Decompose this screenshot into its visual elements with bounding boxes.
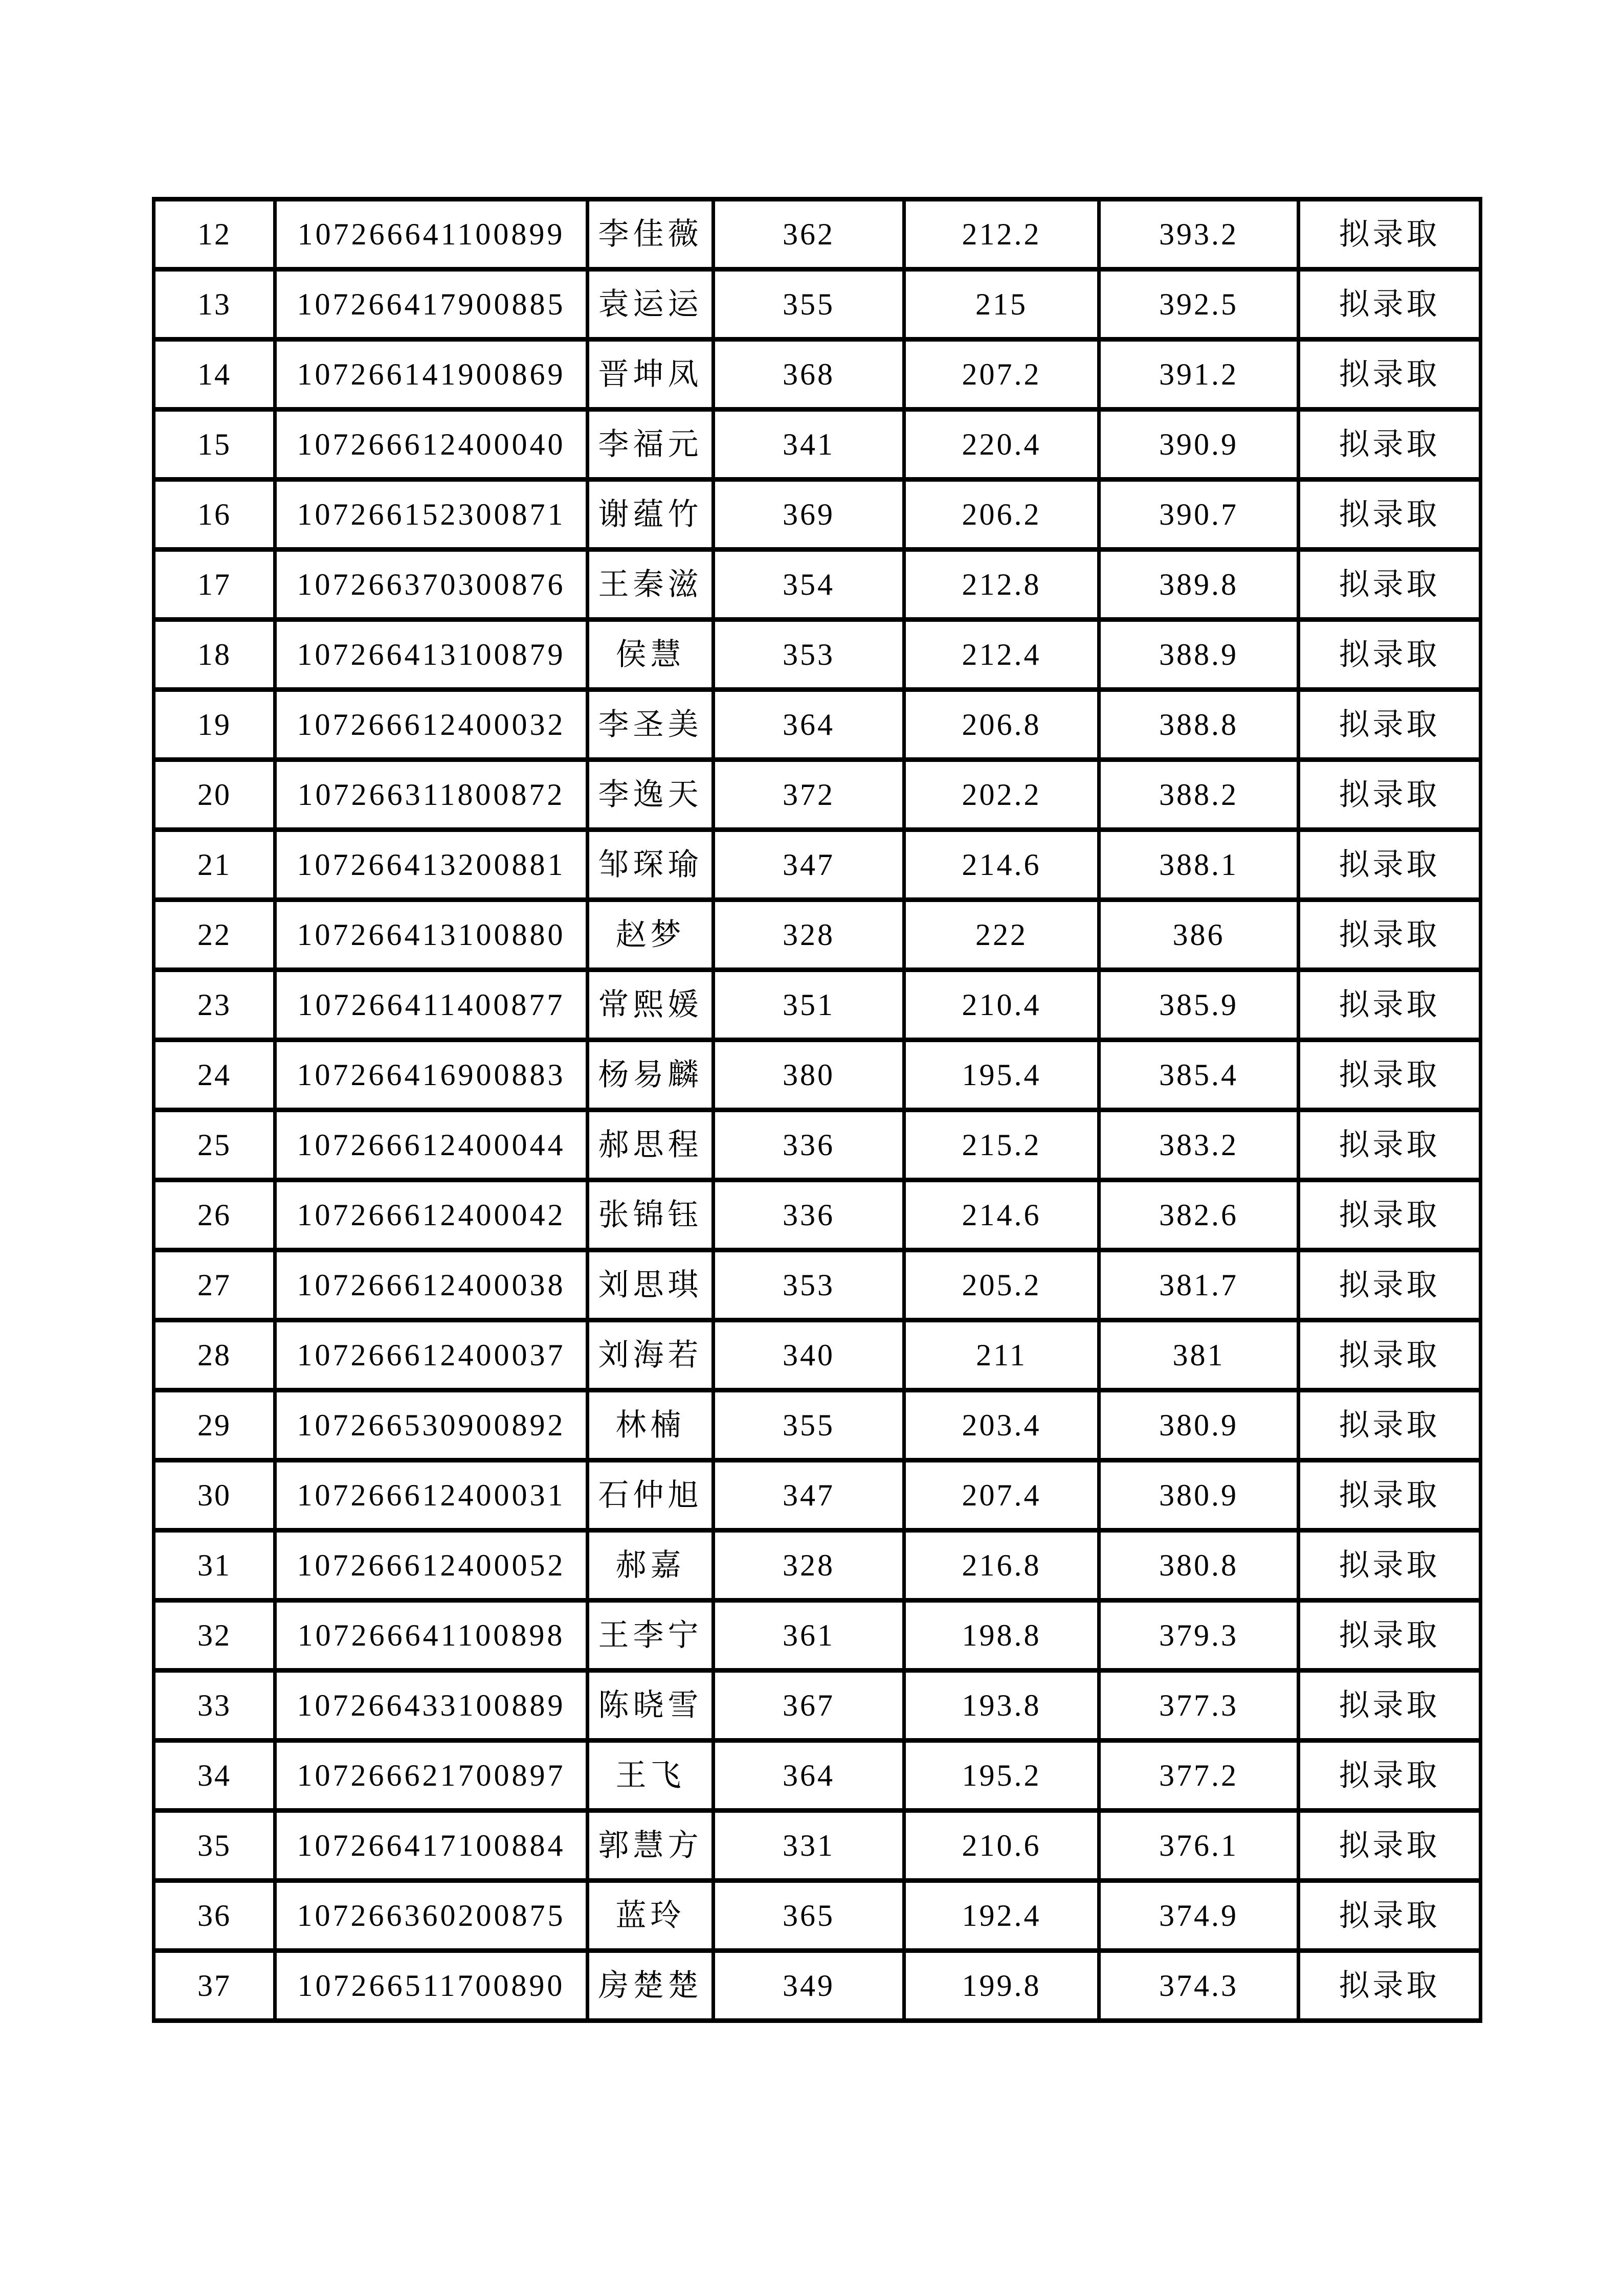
table-row <box>154 690 1481 760</box>
total-score-cell: 383.2 <box>1099 1110 1299 1180</box>
candidate-name-cell: 刘思琪 <box>588 1250 714 1320</box>
candidate-name-cell: 邹琛瑜 <box>588 830 714 900</box>
row-number-cell: 22 <box>154 900 275 970</box>
table-row <box>154 1671 1481 1741</box>
candidate-name-cell: 常熙媛 <box>588 970 714 1040</box>
table-row <box>154 1741 1481 1811</box>
status-cell: 拟录取 <box>1299 1110 1481 1180</box>
status-cell: 拟录取 <box>1299 830 1481 900</box>
table-row <box>154 760 1481 830</box>
exam-id-cell: 107266433100889 <box>275 1671 588 1741</box>
initial-score-cell: 351 <box>714 970 904 1040</box>
exam-id-cell: 107266311800872 <box>275 760 588 830</box>
retest-score-cell: 214.6 <box>904 1180 1099 1250</box>
candidate-name-cell: 陈晓雪 <box>588 1671 714 1741</box>
retest-score-cell: 212.4 <box>904 620 1099 690</box>
exam-id-cell: 107266641100899 <box>275 199 588 269</box>
candidate-name-cell: 郝思程 <box>588 1110 714 1180</box>
initial-score-cell: 349 <box>714 1951 904 2021</box>
initial-score-cell: 372 <box>714 760 904 830</box>
exam-id-cell: 107266416900883 <box>275 1040 588 1110</box>
status-cell: 拟录取 <box>1299 1601 1481 1671</box>
initial-score-cell: 347 <box>714 1460 904 1530</box>
row-number-cell: 33 <box>154 1671 275 1741</box>
row-number-cell: 35 <box>154 1811 275 1881</box>
total-score-cell: 386 <box>1099 900 1299 970</box>
initial-score-cell: 361 <box>714 1601 904 1671</box>
status-cell: 拟录取 <box>1299 970 1481 1040</box>
row-number-cell: 23 <box>154 970 275 1040</box>
total-score-cell: 388.1 <box>1099 830 1299 900</box>
initial-score-cell: 336 <box>714 1180 904 1250</box>
initial-score-cell: 354 <box>714 550 904 620</box>
exam-id-cell: 107266612400031 <box>275 1460 588 1530</box>
status-cell: 拟录取 <box>1299 690 1481 760</box>
candidate-name-cell: 赵梦 <box>588 900 714 970</box>
row-number-cell: 12 <box>154 199 275 269</box>
table-row <box>154 970 1481 1040</box>
retest-score-cell: 206.8 <box>904 690 1099 760</box>
status-cell: 拟录取 <box>1299 1460 1481 1530</box>
table-row <box>154 1460 1481 1530</box>
table-row <box>154 550 1481 620</box>
status-cell: 拟录取 <box>1299 1530 1481 1601</box>
row-number-cell: 37 <box>154 1951 275 2021</box>
exam-id-cell: 107266612400042 <box>275 1180 588 1250</box>
total-score-cell: 388.9 <box>1099 620 1299 690</box>
total-score-cell: 390.9 <box>1099 410 1299 480</box>
exam-id-cell: 107266413100879 <box>275 620 588 690</box>
retest-score-cell: 203.4 <box>904 1390 1099 1460</box>
table-row <box>154 199 1481 269</box>
retest-score-cell: 205.2 <box>904 1250 1099 1320</box>
exam-id-cell: 107266360200875 <box>275 1881 588 1951</box>
total-score-cell: 385.9 <box>1099 970 1299 1040</box>
initial-score-cell: 364 <box>714 1741 904 1811</box>
total-score-cell: 379.3 <box>1099 1601 1299 1671</box>
table-row <box>154 1881 1481 1951</box>
status-cell: 拟录取 <box>1299 900 1481 970</box>
retest-score-cell: 207.4 <box>904 1460 1099 1530</box>
initial-score-cell: 328 <box>714 1530 904 1601</box>
admission-table-body <box>154 199 1481 2021</box>
candidate-name-cell: 杨易麟 <box>588 1040 714 1110</box>
status-cell: 拟录取 <box>1299 1671 1481 1741</box>
retest-score-cell: 195.2 <box>904 1741 1099 1811</box>
status-cell: 拟录取 <box>1299 1390 1481 1460</box>
table-row <box>154 269 1481 340</box>
exam-id-cell: 107266413200881 <box>275 830 588 900</box>
status-cell: 拟录取 <box>1299 199 1481 269</box>
initial-score-cell: 336 <box>714 1110 904 1180</box>
table-row <box>154 1320 1481 1390</box>
initial-score-cell: 365 <box>714 1881 904 1951</box>
total-score-cell: 390.7 <box>1099 480 1299 550</box>
retest-score-cell: 199.8 <box>904 1951 1099 2021</box>
row-number-cell: 26 <box>154 1180 275 1250</box>
total-score-cell: 393.2 <box>1099 199 1299 269</box>
status-cell: 拟录取 <box>1299 1250 1481 1320</box>
retest-score-cell: 222 <box>904 900 1099 970</box>
initial-score-cell: 328 <box>714 900 904 970</box>
row-number-cell: 21 <box>154 830 275 900</box>
initial-score-cell: 368 <box>714 340 904 410</box>
row-number-cell: 19 <box>154 690 275 760</box>
initial-score-cell: 380 <box>714 1040 904 1110</box>
candidate-name-cell: 李逸天 <box>588 760 714 830</box>
total-score-cell: 391.2 <box>1099 340 1299 410</box>
exam-id-cell: 107266141900869 <box>275 340 588 410</box>
row-number-cell: 17 <box>154 550 275 620</box>
exam-id-cell: 107266417100884 <box>275 1811 588 1881</box>
candidate-name-cell: 张锦钰 <box>588 1180 714 1250</box>
total-score-cell: 381.7 <box>1099 1250 1299 1320</box>
total-score-cell: 380.9 <box>1099 1460 1299 1530</box>
exam-id-cell: 107266621700897 <box>275 1741 588 1811</box>
retest-score-cell: 193.8 <box>904 1671 1099 1741</box>
candidate-name-cell: 郝嘉 <box>588 1530 714 1601</box>
total-score-cell: 385.4 <box>1099 1040 1299 1110</box>
status-cell: 拟录取 <box>1299 1180 1481 1250</box>
total-score-cell: 382.6 <box>1099 1180 1299 1250</box>
exam-id-cell: 107266417900885 <box>275 269 588 340</box>
total-score-cell: 380.9 <box>1099 1390 1299 1460</box>
candidate-name-cell: 蓝玲 <box>588 1881 714 1951</box>
status-cell: 拟录取 <box>1299 550 1481 620</box>
status-cell: 拟录取 <box>1299 340 1481 410</box>
table-row <box>154 480 1481 550</box>
candidate-name-cell: 李圣美 <box>588 690 714 760</box>
exam-id-cell: 107266612400037 <box>275 1320 588 1390</box>
candidate-name-cell: 郭慧方 <box>588 1811 714 1881</box>
retest-score-cell: 220.4 <box>904 410 1099 480</box>
initial-score-cell: 353 <box>714 1250 904 1320</box>
candidate-name-cell: 袁运运 <box>588 269 714 340</box>
status-cell: 拟录取 <box>1299 269 1481 340</box>
candidate-name-cell: 林楠 <box>588 1390 714 1460</box>
exam-id-cell: 107266612400032 <box>275 690 588 760</box>
candidate-name-cell: 王李宁 <box>588 1601 714 1671</box>
initial-score-cell: 331 <box>714 1811 904 1881</box>
exam-id-cell: 107266152300871 <box>275 480 588 550</box>
table-row <box>154 1951 1481 2021</box>
row-number-cell: 34 <box>154 1741 275 1811</box>
candidate-name-cell: 王飞 <box>588 1741 714 1811</box>
retest-score-cell: 210.4 <box>904 970 1099 1040</box>
row-number-cell: 27 <box>154 1250 275 1320</box>
table-row <box>154 620 1481 690</box>
row-number-cell: 18 <box>154 620 275 690</box>
row-number-cell: 28 <box>154 1320 275 1390</box>
table-row <box>154 340 1481 410</box>
row-number-cell: 20 <box>154 760 275 830</box>
status-cell: 拟录取 <box>1299 1811 1481 1881</box>
table-row <box>154 1530 1481 1601</box>
table-row <box>154 900 1481 970</box>
row-number-cell: 13 <box>154 269 275 340</box>
retest-score-cell: 195.4 <box>904 1040 1099 1110</box>
candidate-name-cell: 晋坤凤 <box>588 340 714 410</box>
retest-score-cell: 215 <box>904 269 1099 340</box>
table-row <box>154 1040 1481 1110</box>
initial-score-cell: 355 <box>714 1390 904 1460</box>
status-cell: 拟录取 <box>1299 1881 1481 1951</box>
exam-id-cell: 107266641100898 <box>275 1601 588 1671</box>
exam-id-cell: 107266612400038 <box>275 1250 588 1320</box>
status-cell: 拟录取 <box>1299 480 1481 550</box>
exam-id-cell: 107266511700890 <box>275 1951 588 2021</box>
status-cell: 拟录取 <box>1299 1040 1481 1110</box>
candidate-name-cell: 王秦滋 <box>588 550 714 620</box>
retest-score-cell: 214.6 <box>904 830 1099 900</box>
retest-score-cell: 192.4 <box>904 1881 1099 1951</box>
retest-score-cell: 216.8 <box>904 1530 1099 1601</box>
total-score-cell: 377.2 <box>1099 1741 1299 1811</box>
exam-id-cell: 107266413100880 <box>275 900 588 970</box>
exam-id-cell: 107266612400052 <box>275 1530 588 1601</box>
status-cell: 拟录取 <box>1299 1741 1481 1811</box>
table-row <box>154 1180 1481 1250</box>
candidate-name-cell: 侯慧 <box>588 620 714 690</box>
retest-score-cell: 215.2 <box>904 1110 1099 1180</box>
candidate-name-cell: 房楚楚 <box>588 1951 714 2021</box>
table-row <box>154 1250 1481 1320</box>
row-number-cell: 14 <box>154 340 275 410</box>
exam-id-cell: 107266411400877 <box>275 970 588 1040</box>
total-score-cell: 374.3 <box>1099 1951 1299 2021</box>
table-row <box>154 1110 1481 1180</box>
row-number-cell: 16 <box>154 480 275 550</box>
candidate-name-cell: 谢蕴竹 <box>588 480 714 550</box>
status-cell: 拟录取 <box>1299 760 1481 830</box>
table-row <box>154 1811 1481 1881</box>
initial-score-cell: 367 <box>714 1671 904 1741</box>
row-number-cell: 36 <box>154 1881 275 1951</box>
row-number-cell: 29 <box>154 1390 275 1460</box>
retest-score-cell: 198.8 <box>904 1601 1099 1671</box>
initial-score-cell: 355 <box>714 269 904 340</box>
candidate-name-cell: 刘海若 <box>588 1320 714 1390</box>
table-row <box>154 1601 1481 1671</box>
retest-score-cell: 207.2 <box>904 340 1099 410</box>
exam-id-cell: 107266612400044 <box>275 1110 588 1180</box>
table-row <box>154 1390 1481 1460</box>
retest-score-cell: 212.2 <box>904 199 1099 269</box>
table-row <box>154 830 1481 900</box>
row-number-cell: 31 <box>154 1530 275 1601</box>
candidate-name-cell: 李佳薇 <box>588 199 714 269</box>
initial-score-cell: 347 <box>714 830 904 900</box>
row-number-cell: 30 <box>154 1460 275 1530</box>
row-number-cell: 32 <box>154 1601 275 1671</box>
total-score-cell: 392.5 <box>1099 269 1299 340</box>
exam-id-cell: 107266530900892 <box>275 1390 588 1460</box>
total-score-cell: 377.3 <box>1099 1671 1299 1741</box>
exam-id-cell: 107266612400040 <box>275 410 588 480</box>
exam-id-cell: 107266370300876 <box>275 550 588 620</box>
initial-score-cell: 341 <box>714 410 904 480</box>
total-score-cell: 389.8 <box>1099 550 1299 620</box>
total-score-cell: 380.8 <box>1099 1530 1299 1601</box>
initial-score-cell: 353 <box>714 620 904 690</box>
row-number-cell: 15 <box>154 410 275 480</box>
retest-score-cell: 211 <box>904 1320 1099 1390</box>
admission-table <box>152 197 1482 2023</box>
retest-score-cell: 210.6 <box>904 1811 1099 1881</box>
retest-score-cell: 206.2 <box>904 480 1099 550</box>
admission-table-container <box>152 197 1479 2023</box>
initial-score-cell: 369 <box>714 480 904 550</box>
total-score-cell: 388.2 <box>1099 760 1299 830</box>
initial-score-cell: 364 <box>714 690 904 760</box>
retest-score-cell: 212.8 <box>904 550 1099 620</box>
candidate-name-cell: 石仲旭 <box>588 1460 714 1530</box>
candidate-name-cell: 李福元 <box>588 410 714 480</box>
status-cell: 拟录取 <box>1299 1951 1481 2021</box>
retest-score-cell: 202.2 <box>904 760 1099 830</box>
status-cell: 拟录取 <box>1299 1320 1481 1390</box>
status-cell: 拟录取 <box>1299 410 1481 480</box>
initial-score-cell: 340 <box>714 1320 904 1390</box>
status-cell: 拟录取 <box>1299 620 1481 690</box>
total-score-cell: 374.9 <box>1099 1881 1299 1951</box>
total-score-cell: 388.8 <box>1099 690 1299 760</box>
initial-score-cell: 362 <box>714 199 904 269</box>
row-number-cell: 24 <box>154 1040 275 1110</box>
total-score-cell: 376.1 <box>1099 1811 1299 1881</box>
total-score-cell: 381 <box>1099 1320 1299 1390</box>
row-number-cell: 25 <box>154 1110 275 1180</box>
table-row <box>154 410 1481 480</box>
